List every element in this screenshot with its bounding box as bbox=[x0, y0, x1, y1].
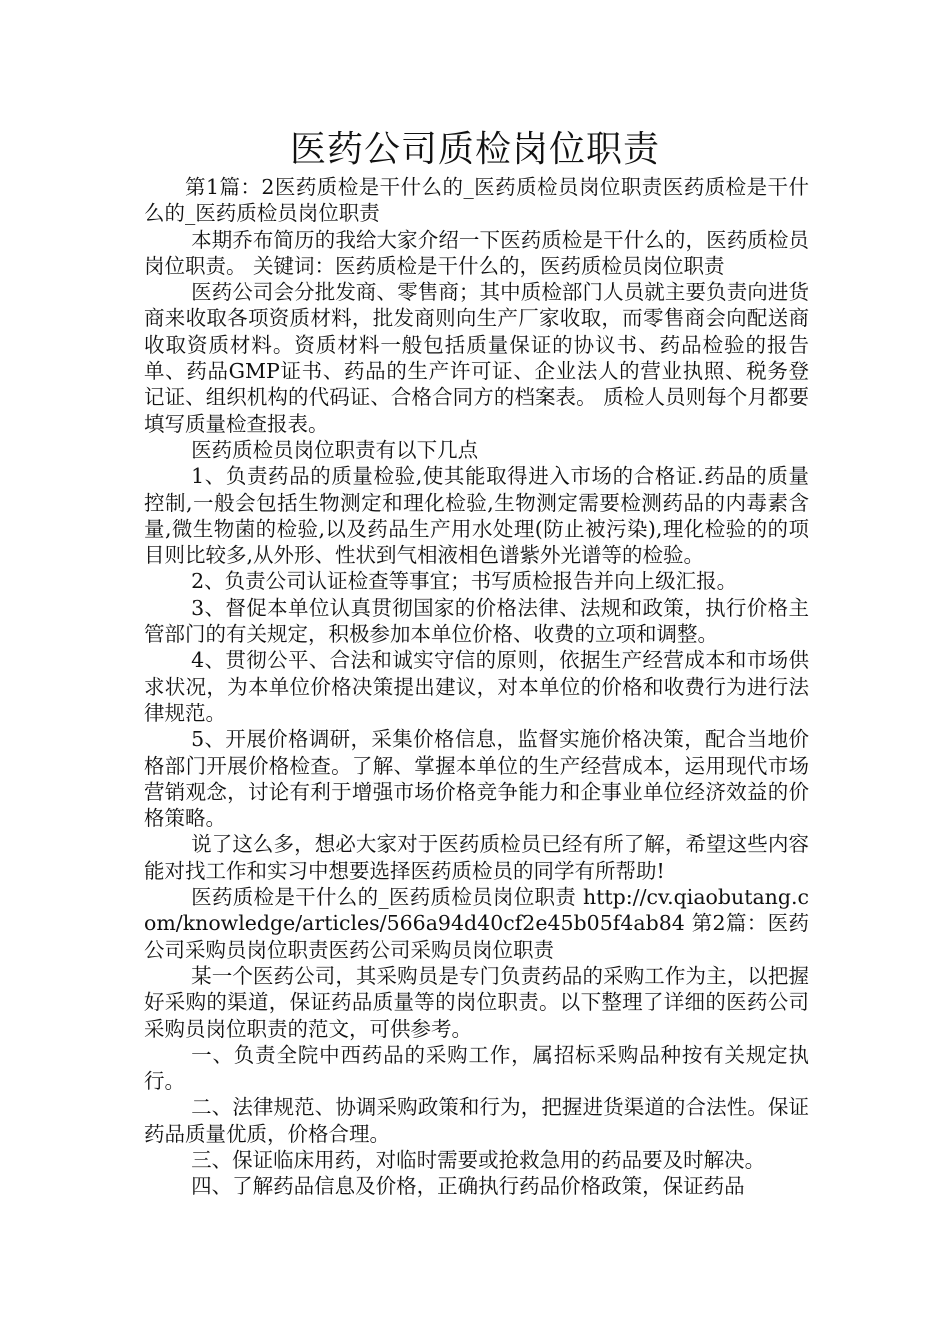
paragraph: 医药质检是干什么的_医药质检员岗位职责 http://cv.qiaobutang.com/knowledge/articles/566a94d40cf2e45b05f4ab84 第2篇：医药公司采购员岗位职责医药公司采购员岗位职责 bbox=[144, 885, 809, 962]
paragraph: 4、贯彻公平、合法和诚实守信的原则，依据生产经营成本和市场供求状况，为本单位价格决策提出建议，对本单位的价格和收费行为进行法律规范。 bbox=[144, 648, 809, 725]
paragraph: 医药质检员岗位职责有以下几点 bbox=[191, 437, 479, 462]
document-body bbox=[144, 174, 809, 1200]
paragraph: 3、督促本单位认真贯彻国家的价格法律、法规和政策，执行价格主管部门的有关规定，积极参加本单位价格、收费的立项和调整。 bbox=[144, 595, 809, 647]
paragraph: 三、保证临床用药，对临时需要或抢救急用的药品要及时解决。 bbox=[191, 1147, 766, 1172]
paragraph: 2、负责公司认证检查等事宜；书写质检报告并向上级汇报。 bbox=[191, 569, 738, 594]
paragraph: 四、了解药品信息及价格，正确执行药品价格政策，保证药品 bbox=[191, 1174, 745, 1199]
paragraph: 第1篇：2医药质检是干什么的_医药质检员岗位职责医药质检是干什么的_医药质检员岗位职责 bbox=[144, 175, 809, 226]
paragraph: 医药公司会分批发商、零售商；其中质检部门人员就主要负责向进货商来收取各项资质材料，批发商则向生产厂家收取，而零售商会向配送商收取资质材料。资质材料一般包括质量保证的协议书、药品检验的报告单、药品GMP证书、药品的生产许可证、企业法人的营业执照、税务登记证、组织机构的代码证、合格合同方的档案表。 质检人员则每个月都要填写质量检查报表。 bbox=[144, 280, 809, 436]
paragraph: 说了这么多，想必大家对于医药质检员已经有所了解，希望这些内容能对找工作和实习中想要选择医药质检员的同学有所帮助! bbox=[144, 832, 809, 883]
paragraph: 本期乔布简历的我给大家介绍一下医药质检是干什么的，医药质检员岗位职责。 关键词：医药质检是干什么的，医药质检员岗位职责 bbox=[144, 227, 809, 278]
paragraph: 1、负责药品的质量检验,使其能取得进入市场的合格证.药品的质量控制,一般会包括生物测定和理化检验,生物测定需要检测药品的内毒素含量,微生物菌的检验,以及药品生产用水处理(防止被污染),理化检验的的项目则比较多,从外形、性状到气相液相色谱紫外光谱等的检验。 bbox=[144, 464, 809, 568]
paragraph: 一、负责全院中西药品的采购工作，属招标采购品种按有关规定执行。 bbox=[144, 1042, 809, 1094]
paragraph: 5、开展价格调研，采集价格信息，监督实施价格决策，配合当地价格部门开展价格检查。了解、掌握本单位的生产经营成本，运用现代市场营销观念，讨论有利于增强市场价格竞争能力和企事业单位经济效益的价格策略。 bbox=[144, 727, 809, 831]
document-title: 医药公司质检岗位职责 bbox=[289, 129, 660, 170]
paragraph: 某一个医药公司，其采购员是专门负责药品的采购工作为主，以把握好采购的渠道，保证药品质量等的岗位职责。以下整理了详细的医药公司采购员岗位职责的范文，可供参考。 bbox=[144, 963, 809, 1041]
paragraph: 二、法律规范、协调采购政策和行为，把握进货渠道的合法性。保证药品质量优质，价格合理。 bbox=[144, 1095, 809, 1146]
